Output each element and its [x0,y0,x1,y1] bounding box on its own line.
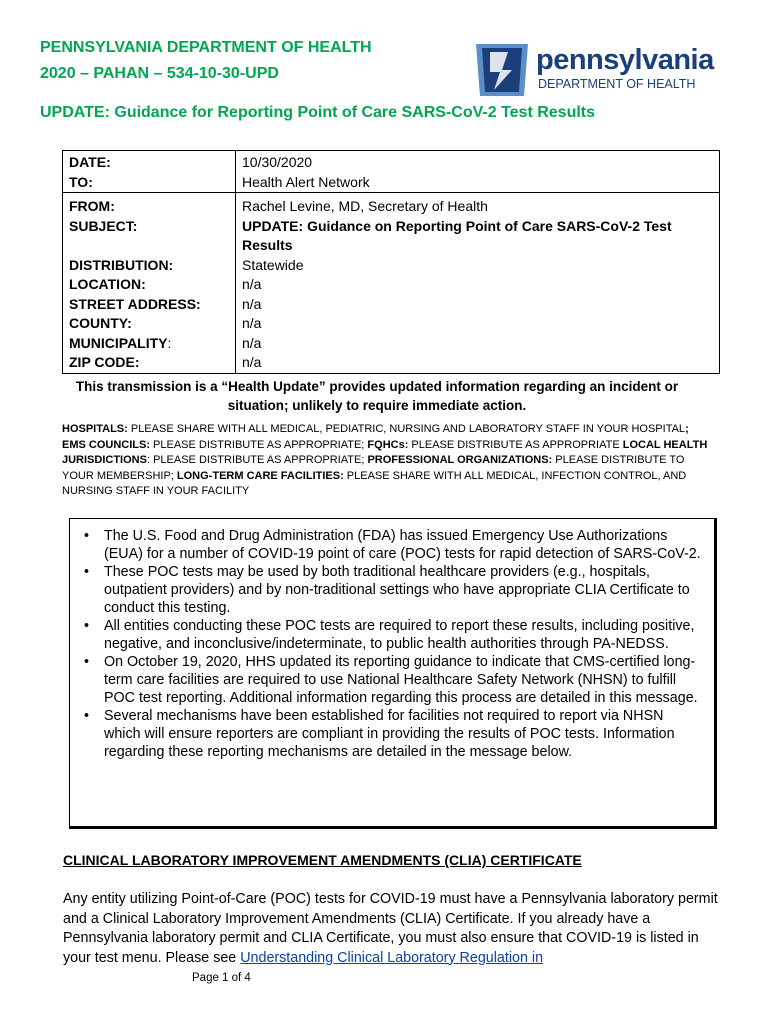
municipality-label [63,334,236,354]
fqhc-text: PLEASE DISTRIBUTE AS APPROPRIATE [408,438,623,451]
bullet-item [84,563,702,617]
semicolon: ; [685,423,689,435]
subject-line-1: UPDATE: Guidance on Reporting Point of Care SARS-CoV-2 Test [242,217,672,234]
distribution-label: DISTRIBUTION: [69,256,174,273]
transmission-line-2: situation; unlikely to require immediate action. [227,398,527,413]
ems-label: EMS COUNCILS: [62,438,150,451]
date-label: DATE: [69,154,111,170]
clia-text: Any entity utilizing Point-of-Care (POC) tests for COVID-19 must have a Pennsylvania laboratory permit and a Clinical Laboratory Improvement Amendments (CLIA) Certificate. If you already have a Pennsylvania laboratory permit and CLIA Certificate, you must also ensure that COVID-19 is listed in your test menu. Please see [63,891,718,966]
fqhc-label: FQHCs: [367,438,409,451]
subject-value [236,217,720,256]
municipality-value: n/a [236,334,720,354]
summary-bullets [70,527,702,761]
street-value: n/a [236,295,720,315]
zip-value: n/a [236,353,720,373]
from-value: Rachel Levine, MD, Secretary of Health [236,193,720,217]
bullet-item [84,527,702,563]
clia-paragraph [63,890,718,968]
distribution-instructions [62,422,712,500]
department-title: PENNSYLVANIA DEPARTMENT OF HEALTH [40,39,372,56]
prof-org-label: PROFESSIONAL ORGANIZATIONS: [367,454,553,467]
bullet-icon: • [84,564,90,580]
county-value: n/a [236,314,720,334]
update-title: UPDATE: Guidance for Reporting Point of Care SARS-CoV-2 Test Results [40,104,596,121]
clia-heading: CLINICAL LABORATORY IMPROVEMENT AMENDMENTS (CLIA) CERTIFICATE [63,852,582,868]
bullet-icon: • [84,528,90,544]
clia-regulation-link[interactable]: Understanding Clinical Laboratory Regulation in [240,949,544,966]
ltc-label: LONG-TERM CARE FACILITIES: [176,469,344,482]
ems-text: PLEASE DISTRIBUTE AS APPROPRIATE; [150,438,368,451]
to-value: Health Alert Network [236,173,720,193]
logo-wordmark: pennsylvania [536,44,714,76]
subject-label: SUBJECT: [69,217,138,234]
transmission-note [62,377,692,415]
bullet-item [84,707,702,761]
date-value: 10/30/2020 [236,151,720,173]
summary-box [69,518,717,829]
location-value: n/a [236,275,720,295]
from-label: FROM: [63,193,236,217]
pahan-code: 2020 – PAHAN – 534-10-30-UPD [40,65,279,82]
municipality-colon: : [167,334,172,351]
zip-label: ZIP CODE: [69,354,140,371]
bullet-item [84,653,702,707]
to-label: TO: [69,173,93,190]
ltc-text: PLEASE SHARE WITH ALL MEDICAL, INFECTION CONTROL, AND NURSING STAFF IN YOUR FACILITY [62,469,687,498]
bullet-icon: • [84,654,90,670]
bullet-text: On October 19, 2020, HHS updated its reporting guidance to indicate that CMS-certified long-term care facilities are required to use National Healthcare Safety Network (NHSN) to fulfill POC test reporting. Additional information regarding this process are detailed in this message. [104,654,698,706]
bullet-text: These POC tests may be used by both traditional healthcare providers (e.g., hospitals, outpatient providers) and by non-traditional settings who have appropriate CLIA Certificate to conduct this testing. [104,564,690,616]
hospitals-label: HOSPITALS: [62,423,128,435]
logo-subtitle: DEPARTMENT OF HEALTH [538,77,696,91]
bullet-item [84,617,702,653]
page-number: Page 1 of 4 [192,972,251,984]
hospitals-text: PLEASE SHARE WITH ALL MEDICAL, PEDIATRIC, NURSING AND LABORATORY STAFF IN YOUR HOSPITAL [127,423,686,435]
subject-line-2: Results [242,236,293,253]
lhj-label: LOCAL HEALTH JURISDICTIONS [62,438,708,467]
street-label: STREET ADDRESS: [69,295,201,312]
location-label: LOCATION: [69,276,146,293]
municipality-label-text: MUNICIPALITY [69,334,168,351]
bullet-text: All entities conducting these POC tests are required to report these results, including positive, negative, and inconclusive/indeterminate, to public health authorities through PA-NEDSS. [104,618,695,652]
bullet-icon: • [84,708,90,724]
memo-info-table [62,150,720,374]
bullet-text: Several mechanisms have been established for facilities not required to report via NHSN which will ensure reporters are compliant in providing the results of POC tests. Information regarding these reporting mechanisms are detailed in the message below. [104,708,675,760]
bullet-icon: • [84,618,90,634]
pa-doh-logo [472,40,712,100]
keystone-icon [472,40,532,100]
transmission-line-1: This transmission is a “Health Update” provides updated information regarding an incident or [75,379,679,394]
prof-org-text: PLEASE DISTRIBUTE TO YOUR MEMBERSHIP; [62,454,685,482]
distribution-value: Statewide [236,256,720,276]
bullet-text: The U.S. Food and Drug Administration (FDA) has issued Emergency Use Authorizations (EUA) for a number of COVID-19 point of care (POC) tests for rapid detection of SARS-CoV-2. [104,528,701,562]
lhj-text: : PLEASE DISTRIBUTE AS APPROPRIATE; [146,454,368,467]
county-label: COUNTY: [69,315,132,332]
